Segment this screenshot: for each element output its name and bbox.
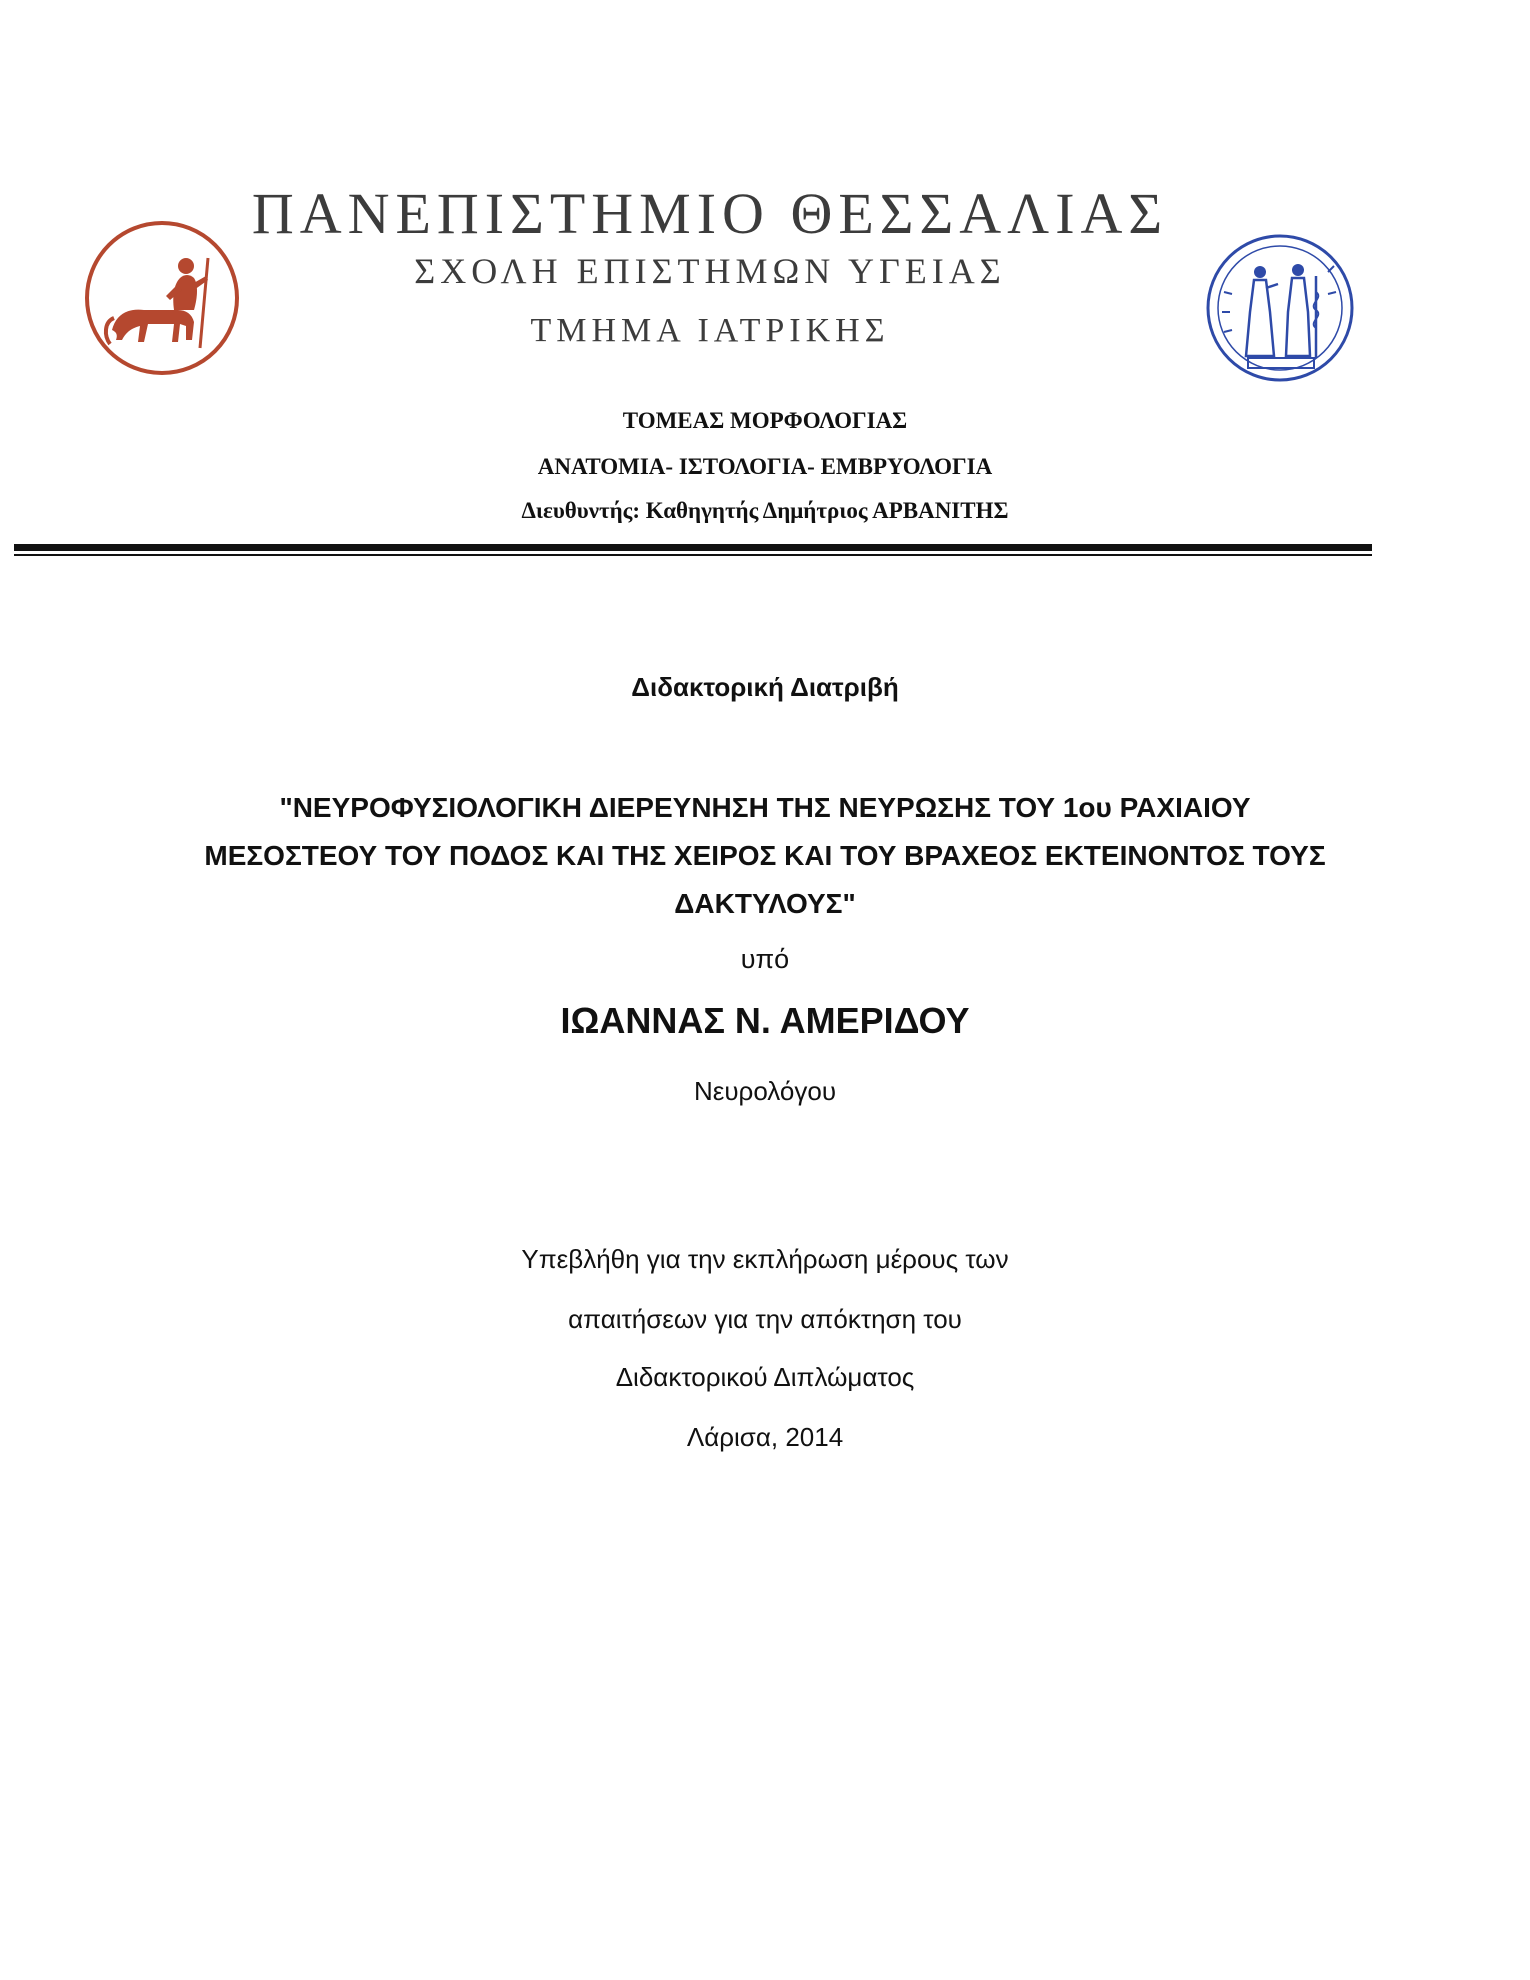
university-name: ΠΑΝΕΠΙΣΤΗΜΙΟ ΘΕΣΣΑΛΙΑΣ (251, 181, 1169, 246)
author-name: ΙΩΑΝΝΑΣ Ν. ΑΜΕΡΙΔΟΥ (560, 1000, 970, 1041)
thesis-title-line: ΔΑΚΤΥΛΟΥΣ" (674, 888, 856, 919)
submission-line: Υπεβλήθη για την εκπλήρωση μέρους των (521, 1244, 1009, 1274)
school-name: ΣΧΟΛΗ ΕΠΙΣΤΗΜΩΝ ΥΓΕΙΑΣ (414, 251, 1006, 291)
sector-subjects: ΑΝΑΤΟΜΙΑ- ΙΣΤΟΛΟΓΙΑ- ΕΜΒΡΥΟΛΟΓΙΑ (537, 454, 993, 479)
thesis-title (150, 784, 1380, 928)
submission-line: Διδακτορικού Διπλώματος (615, 1362, 915, 1392)
author-role: Νευρολόγου (693, 1076, 837, 1106)
sector-director: Διευθυντής: Καθηγητής Δημήτριος ΑΡΒΑΝΙΤΗΣ (521, 498, 1009, 523)
by-label: υπό (740, 944, 790, 974)
header-divider-thin (14, 554, 1372, 556)
thesis-title-line: ΜΕΣΟΣΤΕΟΥ ΤΟΥ ΠΟΔΟΣ ΚΑΙ ΤΗΣ ΧΕΙΡΟΣ ΚΑΙ ΤΟΥ ΒΡΑΧΕΟΣ ΕΚΤΕΙΝΟΝΤΟΣ ΤΟΥΣ (204, 840, 1326, 871)
submission-line: απαιτήσεων για την απόκτηση του (568, 1304, 962, 1334)
department-name: ΤΜΗΜΑ ΙΑΤΡΙΚΗΣ (530, 312, 890, 349)
place-date: Λάρισα, 2014 (686, 1422, 844, 1452)
thesis-title-line: "ΝΕΥΡΟΦΥΣΙΟΛΟΓΙΚΗ ΔΙΕΡΕΥΝΗΣΗ ΤΗΣ ΝΕΥΡΩΣΗΣ ΤΟΥ 1ου ΡΑΧΙΑΙΟΥ (279, 792, 1251, 823)
document-type: Διδακτορική Διατριβή (631, 672, 899, 702)
header-divider-thick (14, 544, 1372, 551)
sector-name: ΤΟΜΕΑΣ ΜΟΡΦΟΛΟΓΙΑΣ (622, 408, 908, 433)
